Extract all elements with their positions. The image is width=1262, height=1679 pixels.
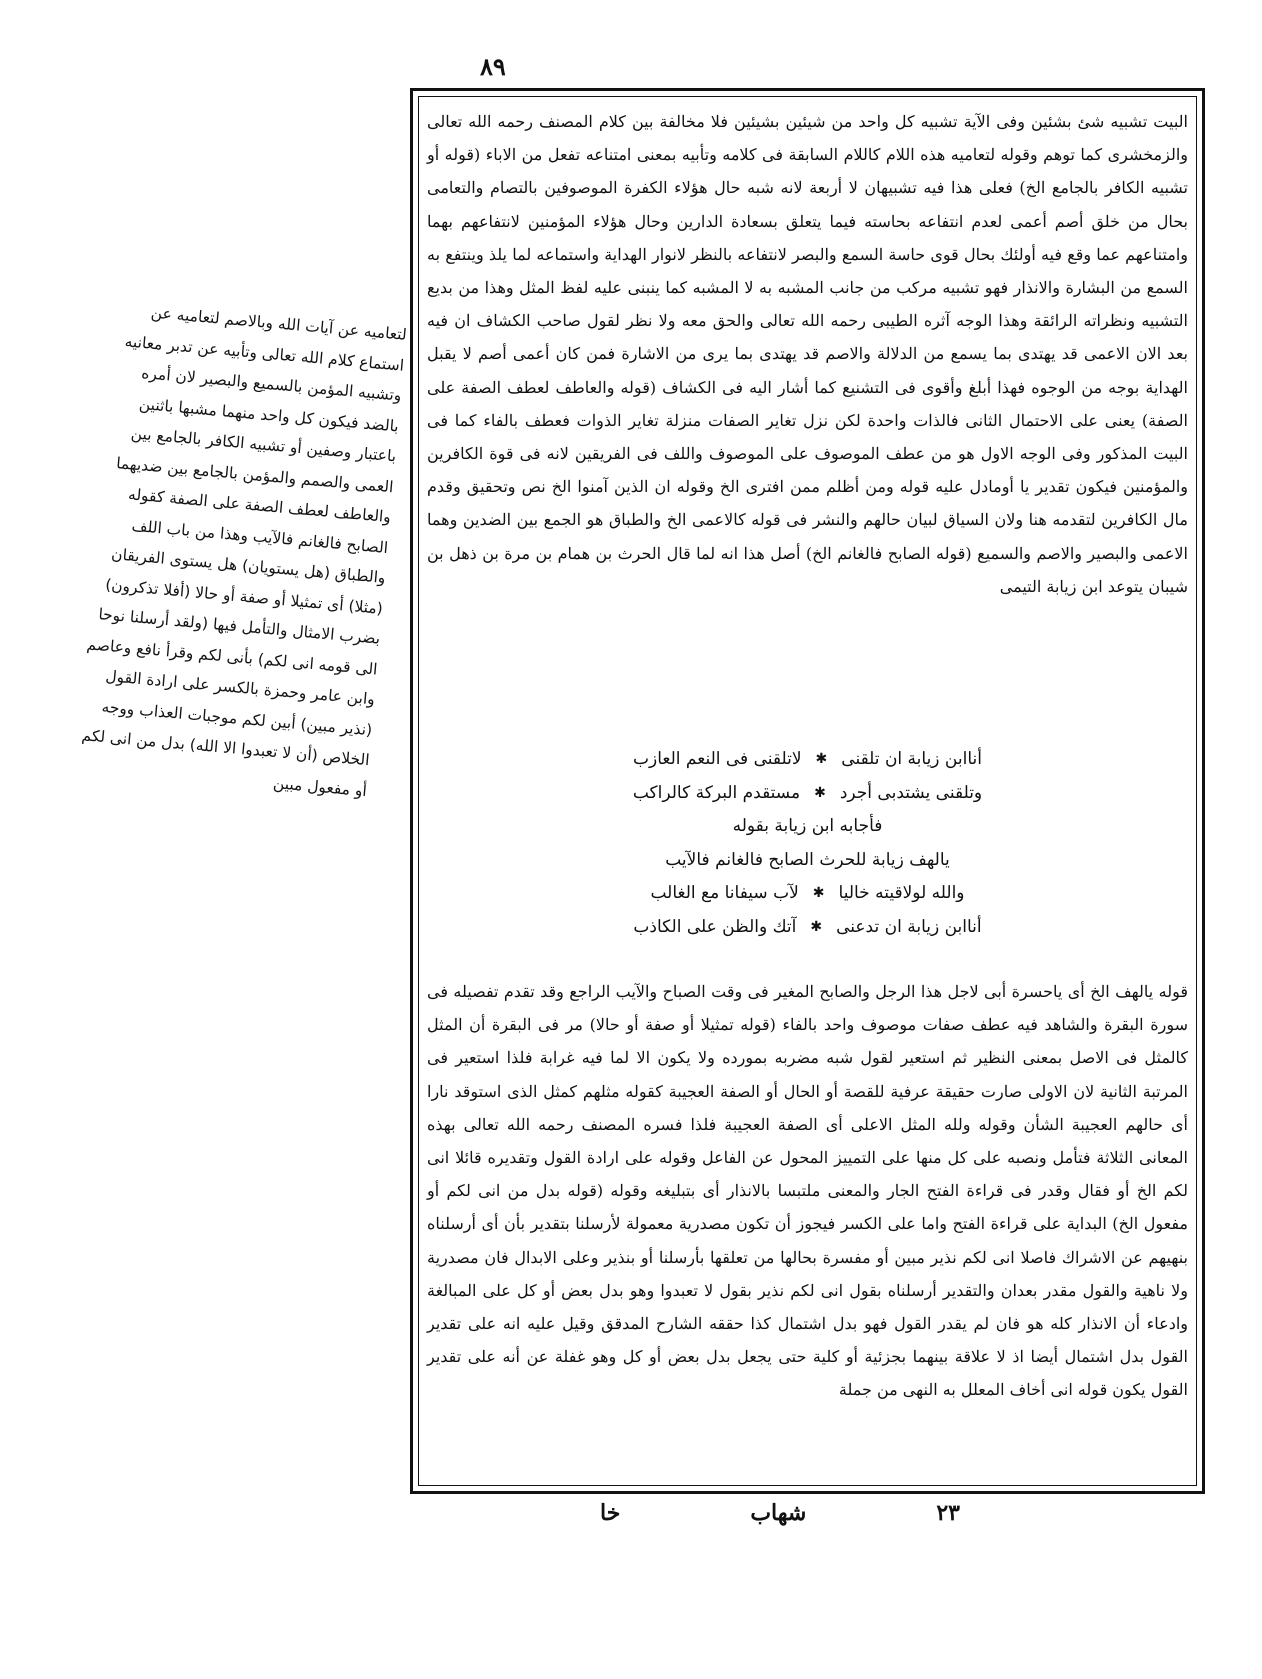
footer-signature-label: شهاب xyxy=(750,1500,807,1526)
margin-commentary: لتعاميه عن آيات الله وبالاصم لتعاميه عن استماع كلام الله تعالى وتأبيه عن تدبر معانيه وتشبيه المؤمن بالسميع والبصير لان أمره بالضد فيكون كل واحد منهما مشبها باثنين باعتبار وصفين أو تشبيه الكافر بالجامع بين العمى والصمم والمؤمن بالجامع بين ضديهما والعاطف لعطف الصفة على الصفة كقوله الصابح فالغانم فالآيب وهذا من باب اللف والطباق (هل يستويان) هل يستوى الفريقان (مثلا) أى تمثيلا أو صفة أو حالا (أفلا تذكرون) بضرب الامثال والتأمل فيها (ولقد أرسلنا نوحا الى قومه انى لكم) بأنى لكم وقرأ نافع وعاصم وابن عامر وحمزة بالكسر على ارادة القول (نذير مبين) أبين لكم موجبات العذاب ووجه الخلاص (أن لا تعبدوا الا الله) بدل من انى لكم أو مفعول مبين xyxy=(80,303,408,800)
poem-verse xyxy=(473,911,1142,945)
poem-verse xyxy=(473,743,1142,777)
page-number: ٨٩ xyxy=(480,52,506,81)
poem-verse xyxy=(473,777,1142,811)
poem-intro: فأجابه ابن زيابة بقوله xyxy=(732,816,883,836)
verse-separator-star: ✱ xyxy=(815,751,828,767)
poem xyxy=(473,743,1142,944)
footer-signature-mark: خا xyxy=(600,1500,621,1526)
verse-separator-star: ✱ xyxy=(810,918,823,935)
verse-hemistich-second: آتك والظن على الكاذب xyxy=(633,916,797,937)
verse-hemistich-first: وتلقنى يشتدبى أجرد xyxy=(839,782,983,803)
page-footer xyxy=(600,1500,960,1526)
verse-hemistich-second: لاتلقنى فى النعم العازب xyxy=(633,749,802,769)
poem-verse xyxy=(473,877,1142,911)
poem-verse xyxy=(473,844,1142,878)
verse-separator-star: ✱ xyxy=(814,784,826,801)
verse-hemistich-second: لآب سيفانا مع الغالب xyxy=(650,883,799,903)
main-paragraph-top: البيت تشبيه شئ بشئين وفى الآية تشبيه كل واحد من شيئين بشيئين فلا مخالفة بين كلام المصنف رحمه الله تعالى والزمخشرى كما توهم وقوله لتعاميه هذه اللام كاللام السابقة فى كلامه وتأبيه بمعنى امتناعه تفعل من الاباء (قوله أو تشبيه الكافر بالجامع الخ) فعلى هذا فيه تشبيهان لا أربعة لانه شبه حال هؤلاء الكفرة الموصوفين بالتصام والتعامى بحال من خلق أصم أعمى لعدم انتفاعه بحاسته فيما يتعلق بسعادة الدارين وحال هؤلاء المؤمنين لانتفاعهم بهما وامتناعهم عما وقع فيه أولئك بحال قوى حاسة السمع والبصر لانتفاعه بالنظر لانوار الهداية واستماعه لما يلذ وينتفع به السمع من البشارة والانذار فهو تشبيه مركب من جانب المشبه به لا المشبه كما ينبنى عليه لفظ المثل وهذا من بديع التشبيه ونظراته الرائقة وهذا الوجه آثره الطيبى رحمه الله تعالى والحق معه ولا نظر لقول صاحب الكشاف ان فيه بعد الان الاعمى قد يهتدى بما يسمع من الدلالة والاصم قد يهتدى بما يرى من الاشارة فمن كان أعمى أصم لا يقبل الهداية بوجه من الوجوه فهذا أبلغ وأقوى فى التشنيع كما أشار اليه فى الكشاف (قوله والعاطف لعطف الصفة على الصفة) يعنى على الاحتمال الثانى فالذات واحدة لكن نزل تغاير الصفات منزلة تغاير الذوات فعطف بالفاء كما فى البيت المذكور وفى الوجه الاول هو من عطف الموصوف على الموصوف واللف فى الفريقين لانه فى قوة الكافرين والمؤمنين فيكون تقدير يا أومادل عليه قوله ومن أظلم ممن افترى الخ وقوله ان الذين آمنوا الخ نص وتحقيق وقدم مال الكافرين لتقدمه هنا ولان السياق لبيان حالهم والنشر فى قوله كالاعمى الخ والطباق هو الجمع بين الضدين وهما الاعمى والبصير والاصم والسميع (قوله الصابح فالغانم الخ) أصل هذا انه لما قال الحرث بن همام بن مرة بن ذهل بن شيبان يتوعد ابن زيابة التيمى xyxy=(427,112,1189,596)
verse-hemistich-first: أناابن زيابة ان تلقنى xyxy=(841,749,982,769)
main-paragraph-bottom: قوله يالهف الخ أى ياحسرة أبى لاجل هذا الرجل والصابح المغير فى وقت الصباح والآيب الراجع وقد تقدم تفصيله فى سورة البقرة والشاهد فيه عطف صفات موصوف واحد بالفاء (قوله تمثيلا أو صفة أو حالا) مر فى البقرة أن المثل كالمثل فى الاصل بمعنى النظير ثم استعير لقول شبه مضربه بمورده ولا يكون الا لما فيه غرابة فلذا استعير فى المرتبة الثانية لان الاولى صارت حقيقة عرفية للقصة أو الحال أو الصفة العجيبة كقوله مثلهم كمثل الذى استوقد نارا أى حالهم العجيبة الشأن وقوله ولله المثل الاعلى أى الصفة العجيبة فلذا فسره المصنف رحمه الله تعالى بهذه المعانى الثلاثة فتأمل ونصبه على كل منها على التمييز المحول عن الفاعل وقوله على ارادة القول وتقديره قائلا انى لكم الخ أو فقال وقدر فى قراءة الفتح الجار والمعنى ملتبسا بالانذار أى بتبليغه وقوله (قوله بدل من انى لكم أو مفعول الخ) البداية على قراءة الفتح واما على الكسر فيجوز أن تكون مصدرية معمولة لأرسلنا بتقدير بأن أى أرسلناه بنهيهم عن الاشراك فاصلا انى لكم نذير مبين أو مفسرة بحالها من تعلقها بأرسلنا أو بنذير وعلى الابدال فان مصدرية ولا ناهية والقول مقدر بعدان والتقدير أرسلناه بقول انى لكم نذير بقول لا تعبدوا وهو بدل بعض أو كل على المبالغة وادعاء أن الانذار كله هو فان لم يقدر القول فهو بدل اشتمال كذا حققه الشارح المدقق وقيل عليه انه على تقدير القول بدل اشتمال أيضا اذ لا علاقة بينهما بجزئية أو كلية حتى يجعل بدل بعض أو كل وهو غفلة عن أنه على تقدير القول يكون قوله انى أخاف المعلل به النهى من جملة xyxy=(427,982,1189,1400)
verse-separator-star: ✱ xyxy=(812,885,825,901)
verse-hemistich-first: والله لولاقيته خاليا xyxy=(838,883,965,903)
text-frame xyxy=(410,88,1205,1494)
verse-hemistich-first: يالهف زيابة للحرث الصابح فالغانم فالآيب xyxy=(665,849,950,870)
footer-signature-number: ٢٣ xyxy=(936,1500,960,1526)
verse-hemistich-second: مستقدم البركة كالراكب xyxy=(632,782,801,803)
verse-hemistich-first: أناابن زيابة ان تدعنى xyxy=(836,916,982,937)
